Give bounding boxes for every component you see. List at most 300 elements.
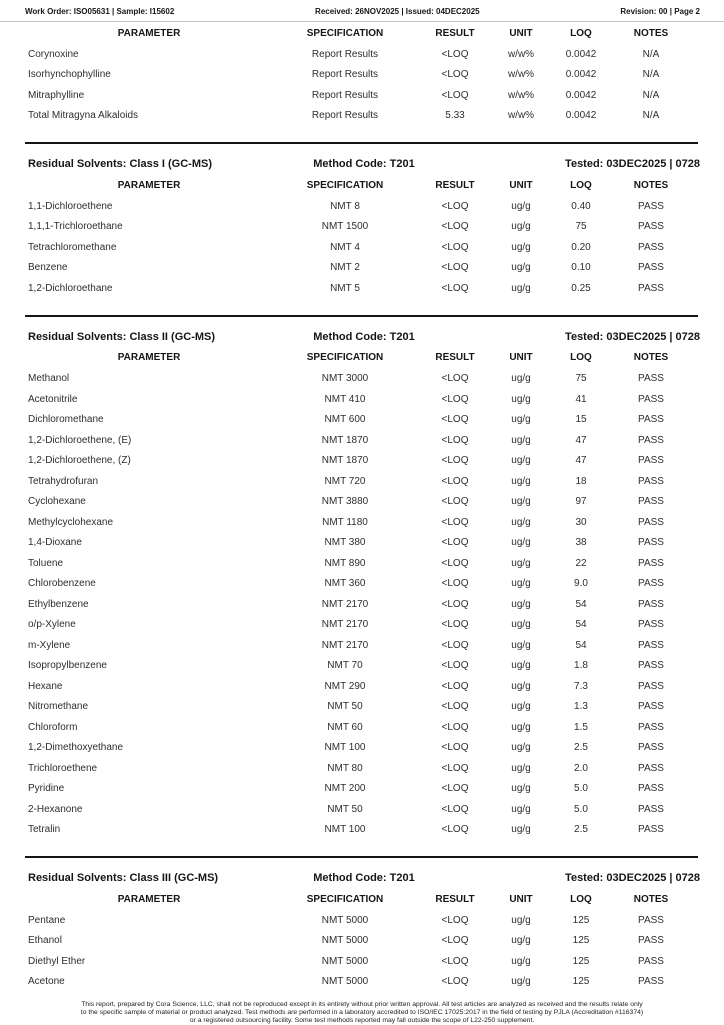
cell-parameter: 1,1,1-Trichloroethane [28, 221, 123, 233]
cell-unit: ug/g [511, 578, 531, 590]
cell-loq: 54 [575, 598, 587, 610]
table-row [28, 533, 700, 554]
cell-parameter: Ethylbenzene [28, 598, 89, 610]
cell-parameter: Tetralin [28, 824, 61, 836]
cell-result: <LOQ [441, 516, 469, 528]
cell-result: <LOQ [441, 393, 469, 405]
cell-unit: ug/g [511, 373, 531, 385]
cell-result: <LOQ [441, 721, 469, 733]
column-header-loq: LOQ [570, 893, 592, 905]
cell-parameter: Dichloromethane [28, 414, 104, 426]
cell-specification: NMT 600 [324, 414, 366, 426]
cell-loq: 5.0 [574, 783, 588, 795]
cell-result: <LOQ [441, 241, 469, 253]
cell-specification: Report Results [311, 110, 379, 122]
cell-notes: PASS [638, 783, 664, 795]
cell-unit: ug/g [511, 414, 531, 426]
column-header-unit: UNIT [509, 179, 533, 191]
table-row [28, 553, 700, 574]
cell-result: <LOQ [441, 639, 469, 651]
cell-loq: 125 [572, 914, 590, 926]
report-meta-bar [0, 0, 724, 22]
cell-parameter: 1,2-Dimethoxyethane [28, 742, 124, 754]
method-code: Method Code: T201 [313, 330, 415, 343]
cell-loq: 47 [575, 455, 587, 467]
cell-loq: 30 [575, 516, 587, 528]
column-header-parameter: PARAMETER [117, 893, 181, 905]
column-header-loq: LOQ [570, 27, 592, 39]
cell-parameter: 1,2-Dichloroethene, (Z) [28, 455, 131, 467]
table-row [28, 512, 700, 533]
cell-parameter: Cyclohexane [28, 496, 86, 508]
cell-result: <LOQ [441, 955, 469, 967]
cell-parameter: Trichloroethene [28, 762, 98, 774]
cell-unit: ug/g [511, 721, 531, 733]
cell-parameter: Hexane [28, 680, 63, 692]
revision-page: Revision: 00 | Page 2 [620, 7, 700, 16]
table-row [28, 430, 700, 451]
cell-result: <LOQ [441, 69, 469, 81]
tested-date: Tested: 03DEC2025 | 0728 [565, 158, 700, 170]
cell-loq: 47 [575, 434, 587, 446]
cell-specification: NMT 8 [330, 200, 360, 212]
cell-specification: Report Results [311, 69, 379, 81]
cell-notes: N/A [642, 69, 660, 81]
cell-loq: 18 [575, 475, 587, 487]
cell-loq: 54 [575, 619, 587, 631]
cell-parameter: Nitromethane [28, 701, 89, 713]
cell-notes: PASS [638, 803, 664, 815]
cell-specification: NMT 50 [327, 803, 363, 815]
cell-parameter: Isorhynchophylline [28, 69, 111, 81]
cell-notes: PASS [638, 393, 664, 405]
cell-unit: ug/g [511, 619, 531, 631]
cell-notes: PASS [638, 262, 664, 274]
table-row [28, 217, 700, 238]
column-header-loq: LOQ [570, 179, 592, 191]
cell-notes: N/A [642, 89, 660, 101]
cell-result: 5.33 [445, 110, 465, 122]
cell-parameter: Corynoxine [28, 48, 79, 60]
cell-unit: ug/g [511, 914, 531, 926]
cell-notes: PASS [638, 824, 664, 836]
cell-parameter: 1,2-Dichloroethane [28, 282, 113, 294]
cell-result: <LOQ [441, 660, 469, 672]
cell-notes: PASS [638, 639, 664, 651]
table-row [28, 451, 700, 472]
cell-specification: NMT 100 [324, 824, 366, 836]
cell-parameter: Isopropylbenzene [28, 660, 107, 672]
table-row [28, 389, 700, 410]
table-row [28, 237, 700, 258]
cell-result: <LOQ [441, 262, 469, 274]
cell-result: <LOQ [441, 455, 469, 467]
cell-loq: 2.5 [574, 742, 588, 754]
cell-result: <LOQ [441, 762, 469, 774]
cell-parameter: Ethanol [28, 935, 62, 947]
cell-result: <LOQ [441, 373, 469, 385]
cell-parameter: Tetrahydrofuran [28, 475, 99, 487]
table-row [28, 44, 700, 65]
table-row [28, 615, 700, 636]
cell-result: <LOQ [441, 824, 469, 836]
cell-parameter: Methylcyclohexane [28, 516, 114, 528]
cell-specification: NMT 4 [330, 241, 360, 253]
table-header-row [28, 26, 700, 40]
cell-notes: PASS [638, 701, 664, 713]
table-row [28, 717, 700, 738]
table-row [28, 410, 700, 431]
table-header-row [28, 178, 700, 192]
cell-loq: 0.25 [571, 282, 591, 294]
column-header-result: RESULT [435, 179, 475, 191]
cell-loq: 0.0042 [565, 110, 597, 122]
cell-parameter: Pentane [28, 914, 66, 926]
table-row [28, 951, 700, 972]
cell-specification: NMT 2 [330, 262, 360, 274]
cell-parameter: Acetonitrile [28, 393, 78, 405]
cell-notes: PASS [638, 282, 664, 294]
cell-result: <LOQ [441, 496, 469, 508]
cell-parameter: Benzene [28, 262, 68, 274]
cell-notes: PASS [638, 475, 664, 487]
section-title: Residual Solvents: Class I (GC-MS) [28, 158, 212, 170]
cell-result: <LOQ [441, 619, 469, 631]
table-row [28, 196, 700, 217]
cell-loq: 7.3 [574, 680, 588, 692]
section-header-residual-solvents-class-3 [28, 872, 700, 888]
column-header-specification: SPECIFICATION [306, 893, 384, 905]
table-row [28, 799, 700, 820]
cell-result: <LOQ [441, 537, 469, 549]
cell-specification: NMT 360 [324, 578, 366, 590]
cell-result: <LOQ [441, 221, 469, 233]
cell-unit: ug/g [511, 783, 531, 795]
section-divider [25, 142, 698, 144]
cell-notes: PASS [638, 660, 664, 672]
cell-unit: w/w% [507, 48, 535, 60]
cell-result: <LOQ [441, 680, 469, 692]
cell-unit: ug/g [511, 803, 531, 815]
cell-unit: ug/g [511, 496, 531, 508]
cell-specification: NMT 200 [324, 783, 366, 795]
cell-result: <LOQ [441, 414, 469, 426]
section-divider [25, 315, 698, 317]
cell-loq: 97 [575, 496, 587, 508]
cell-loq: 1.8 [574, 660, 588, 672]
cell-specification: NMT 70 [327, 660, 363, 672]
cell-unit: ug/g [511, 976, 531, 988]
table-row [28, 278, 700, 299]
cell-loq: 0.0042 [565, 69, 597, 81]
column-header-result: RESULT [435, 352, 475, 363]
cell-unit: ug/g [511, 241, 531, 253]
section-divider [25, 856, 698, 858]
column-header-notes: NOTES [633, 179, 669, 191]
cell-unit: ug/g [511, 282, 531, 294]
cell-notes: PASS [638, 373, 664, 385]
tested-date: Tested: 03DEC2025 | 0728 [565, 330, 700, 343]
cell-parameter: 2-Hexanone [28, 803, 83, 815]
cell-parameter: Mitraphylline [28, 89, 85, 101]
cell-unit: ug/g [511, 434, 531, 446]
column-header-parameter: PARAMETER [117, 27, 181, 39]
table-row [28, 656, 700, 677]
table-row [28, 738, 700, 759]
cell-result: <LOQ [441, 475, 469, 487]
cell-specification: NMT 290 [324, 680, 366, 692]
table-header-row [28, 892, 700, 906]
cell-result: <LOQ [441, 89, 469, 101]
cell-result: <LOQ [441, 976, 469, 988]
cell-notes: PASS [638, 455, 664, 467]
cell-loq: 2.0 [574, 762, 588, 774]
column-header-unit: UNIT [509, 352, 533, 363]
cell-loq: 54 [575, 639, 587, 651]
cell-result: <LOQ [441, 935, 469, 947]
cell-unit: ug/g [511, 221, 531, 233]
table-row [28, 758, 700, 779]
cell-parameter: Methanol [28, 373, 70, 385]
tested-date: Tested: 03DEC2025 | 0728 [565, 872, 700, 884]
table-row [28, 85, 700, 106]
cell-specification: NMT 3000 [321, 373, 369, 385]
cell-notes: PASS [638, 537, 664, 549]
column-header-result: RESULT [435, 27, 475, 39]
cell-notes: PASS [638, 496, 664, 508]
cell-loq: 75 [575, 221, 587, 233]
cell-notes: PASS [638, 935, 664, 947]
cell-notes: PASS [638, 742, 664, 754]
cell-notes: PASS [638, 200, 664, 212]
cell-specification: NMT 5000 [321, 914, 369, 926]
cell-result: <LOQ [441, 701, 469, 713]
section-title: Residual Solvents: Class II (GC-MS) [28, 330, 216, 343]
cell-specification: NMT 1870 [321, 455, 369, 467]
cell-specification: NMT 5000 [321, 955, 369, 967]
cell-specification: NMT 3880 [321, 496, 369, 508]
cell-unit: ug/g [511, 742, 531, 754]
cell-loq: 125 [572, 955, 590, 967]
cell-parameter: 1,2-Dichloroethene, (E) [28, 434, 132, 446]
cell-specification: NMT 60 [327, 721, 363, 733]
cell-unit: w/w% [507, 89, 535, 101]
table-row [28, 594, 700, 615]
table-row [28, 106, 700, 127]
table-row [28, 972, 700, 993]
cell-parameter: 1,4-Dioxane [28, 537, 82, 549]
cell-unit: ug/g [511, 262, 531, 274]
column-header-parameter: PARAMETER [117, 352, 181, 363]
cell-specification: NMT 2170 [321, 639, 369, 651]
cell-loq: 0.0042 [565, 48, 597, 60]
column-header-loq: LOQ [570, 352, 592, 363]
cell-notes: PASS [638, 241, 664, 253]
cell-notes: PASS [638, 414, 664, 426]
table-row [28, 910, 700, 931]
cell-notes: PASS [638, 619, 664, 631]
cell-parameter: Total Mitragyna Alkaloids [28, 110, 139, 122]
cell-specification: NMT 1500 [321, 221, 369, 233]
cell-result: <LOQ [441, 803, 469, 815]
cell-notes: PASS [638, 221, 664, 233]
table-row [28, 369, 700, 390]
cell-parameter: Chlorobenzene [28, 578, 96, 590]
cell-specification: NMT 380 [324, 537, 366, 549]
cell-specification: NMT 1870 [321, 434, 369, 446]
cell-notes: PASS [638, 434, 664, 446]
cell-notes: PASS [638, 557, 664, 569]
method-code: Method Code: T201 [313, 158, 415, 170]
cell-result: <LOQ [441, 914, 469, 926]
table-header-row [28, 351, 700, 365]
cell-specification: NMT 720 [324, 475, 366, 487]
cell-loq: 38 [575, 537, 587, 549]
cell-loq: 125 [572, 976, 590, 988]
cell-specification: NMT 2170 [321, 619, 369, 631]
cell-notes: PASS [638, 955, 664, 967]
table-row [28, 492, 700, 513]
cell-unit: ug/g [511, 680, 531, 692]
cell-loq: 0.20 [571, 241, 591, 253]
cell-loq: 75 [575, 373, 587, 385]
table-row [28, 697, 700, 718]
cell-loq: 1.5 [574, 721, 588, 733]
cell-parameter: m-Xylene [28, 639, 71, 651]
cell-loq: 125 [572, 935, 590, 947]
cell-specification: Report Results [311, 89, 379, 101]
cell-unit: ug/g [511, 516, 531, 528]
cell-unit: ug/g [511, 955, 531, 967]
cell-loq: 15 [575, 414, 587, 426]
section-title: Residual Solvents: Class III (GC-MS) [28, 872, 219, 884]
table-row [28, 574, 700, 595]
cell-loq: 9.0 [574, 578, 588, 590]
cell-result: <LOQ [441, 598, 469, 610]
cell-result: <LOQ [441, 783, 469, 795]
cell-specification: NMT 1180 [322, 516, 368, 528]
cell-unit: w/w% [507, 69, 535, 81]
cell-unit: ug/g [511, 393, 531, 405]
footer-line: to the specific sample of material or product analyzed. Test methods are performed in a laboratory accredited to ISO/IEC 17025:2017 in the field of testing by PJLA (Accreditation #116374) [80, 1009, 644, 1016]
cell-loq: 0.10 [571, 262, 591, 274]
cell-notes: PASS [638, 721, 664, 733]
report-footer [0, 1001, 724, 1025]
cell-notes: PASS [638, 762, 664, 774]
cell-unit: ug/g [511, 598, 531, 610]
table-row [28, 820, 700, 841]
column-header-result: RESULT [435, 893, 475, 905]
footer-line: This report, prepared by Cora Science, LLC, shall not be reproduced except in its entirety without prior written approval. All test articles are analyzed as received and the results relate only [81, 1001, 643, 1008]
cell-loq: 2.5 [574, 824, 588, 836]
cell-parameter: Acetone [28, 976, 65, 988]
received-issued: Received: 26NOV2025 | Issued: 04DEC2025 [315, 7, 480, 16]
work-order-sample: Work Order: ISO05631 | Sample: I15602 [25, 7, 175, 16]
column-header-specification: SPECIFICATION [306, 179, 384, 191]
cell-specification: NMT 5 [330, 282, 360, 294]
column-header-notes: NOTES [633, 352, 669, 363]
column-header-specification: SPECIFICATION [306, 352, 384, 363]
cell-notes: PASS [638, 598, 664, 610]
cell-unit: ug/g [511, 639, 531, 651]
cell-result: <LOQ [441, 557, 469, 569]
cell-unit: ug/g [511, 200, 531, 212]
section-header-residual-solvents-class-1 [28, 158, 700, 174]
table-row [28, 931, 700, 952]
column-header-parameter: PARAMETER [117, 179, 181, 191]
cell-loq: 5.0 [574, 803, 588, 815]
cell-result: <LOQ [441, 200, 469, 212]
cell-parameter: Diethyl Ether [28, 955, 86, 967]
cell-notes: PASS [638, 578, 664, 590]
cell-unit: ug/g [511, 455, 531, 467]
cell-specification: NMT 410 [324, 393, 366, 405]
cell-specification: Report Results [311, 48, 379, 60]
cell-parameter: 1,1-Dichloroethene [28, 200, 113, 212]
table-row [28, 471, 700, 492]
cell-specification: NMT 100 [324, 742, 366, 754]
cell-notes: PASS [638, 516, 664, 528]
cell-parameter: Chloroform [28, 721, 78, 733]
cell-result: <LOQ [441, 742, 469, 754]
cell-specification: NMT 80 [327, 762, 363, 774]
cell-parameter: o/p-Xylene [28, 619, 76, 631]
column-header-notes: NOTES [633, 893, 669, 905]
cell-specification: NMT 890 [324, 557, 366, 569]
cell-specification: NMT 5000 [321, 935, 369, 947]
table-row [28, 676, 700, 697]
column-header-unit: UNIT [509, 893, 533, 905]
cell-result: <LOQ [441, 434, 469, 446]
cell-unit: ug/g [511, 701, 531, 713]
method-code: Method Code: T201 [313, 872, 415, 884]
footer-line: or a registered outsourcing facility. Some test methods reported may fall outside the scope of L22-250 supplement. [189, 1017, 535, 1024]
cell-loq: 41 [575, 393, 587, 405]
table-row [28, 258, 700, 279]
cell-unit: w/w% [507, 110, 535, 122]
cell-notes: N/A [642, 110, 660, 122]
cell-unit: ug/g [511, 557, 531, 569]
cell-unit: ug/g [511, 824, 531, 836]
cell-result: <LOQ [441, 578, 469, 590]
column-header-unit: UNIT [509, 27, 533, 39]
cell-notes: N/A [642, 48, 660, 60]
cell-notes: PASS [638, 976, 664, 988]
cell-result: <LOQ [441, 282, 469, 294]
cell-notes: PASS [638, 680, 664, 692]
report-body [0, 26, 724, 992]
column-header-specification: SPECIFICATION [306, 27, 384, 39]
cell-result: <LOQ [441, 48, 469, 60]
table-row [28, 65, 700, 86]
cell-unit: ug/g [511, 935, 531, 947]
table-row [28, 779, 700, 800]
cell-unit: ug/g [511, 762, 531, 774]
cell-unit: ug/g [511, 660, 531, 672]
cell-unit: ug/g [511, 537, 531, 549]
cell-parameter: Tetrachloromethane [28, 241, 117, 253]
section-header-residual-solvents-class-2 [28, 331, 700, 347]
cell-unit: ug/g [511, 475, 531, 487]
cell-loq: 1.3 [574, 701, 588, 713]
cell-specification: NMT 50 [327, 701, 363, 713]
column-header-notes: NOTES [633, 27, 669, 39]
cell-parameter: Pyridine [28, 783, 65, 795]
cell-notes: PASS [638, 914, 664, 926]
cell-loq: 22 [575, 557, 587, 569]
cell-loq: 0.40 [571, 200, 591, 212]
cell-specification: NMT 5000 [321, 976, 369, 988]
